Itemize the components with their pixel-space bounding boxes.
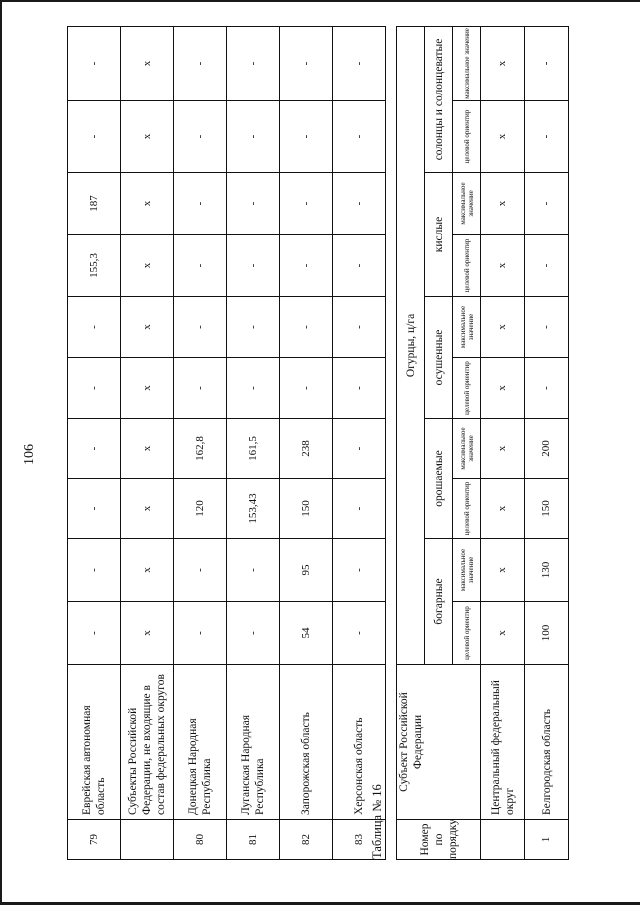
value-cell: х [481, 602, 525, 665]
value-cell: х [121, 235, 174, 297]
header-target: целевой ориентир [453, 235, 481, 297]
value-cell: 155,3 [68, 235, 121, 297]
value-cell: - [525, 173, 569, 235]
value-cell: - [333, 419, 386, 479]
value-cell: - [227, 173, 280, 235]
value-cell: х [481, 101, 525, 173]
value-cell: х [481, 479, 525, 539]
table-row [333, 27, 386, 860]
row-subject: Субъекты Российской Федерации, не входящие в состав федеральных округов [121, 665, 174, 820]
value-cell: - [333, 358, 386, 419]
value-cell: х [121, 297, 174, 358]
value-cell: - [333, 27, 386, 101]
value-cell: - [280, 358, 333, 419]
value-cell: - [227, 602, 280, 665]
value-cell: - [174, 602, 227, 665]
value-cell: 153,43 [227, 479, 280, 539]
header-subject: Субъект Российской Федерации [397, 665, 481, 820]
value-cell: х [121, 27, 174, 101]
value-cell: - [68, 358, 121, 419]
value-cell: 238 [280, 419, 333, 479]
value-cell: - [174, 358, 227, 419]
value-cell: - [174, 539, 227, 602]
row-subject: Центральный федеральный округ [481, 665, 525, 820]
value-cell: - [68, 101, 121, 173]
value-cell: х [121, 419, 174, 479]
value-cell: х [121, 173, 174, 235]
value-cell: - [174, 173, 227, 235]
table-row [68, 27, 121, 860]
value-cell: - [333, 173, 386, 235]
table-row [481, 26, 525, 859]
row-number: 80 [174, 820, 227, 860]
header-max: максимальное значение [453, 297, 481, 358]
value-cell: х [121, 101, 174, 173]
header-number: Номер по порядку [397, 820, 481, 860]
row-number [481, 820, 525, 860]
table-row [174, 27, 227, 860]
row-subject: Донецкая Народная Республика [174, 665, 227, 820]
header-max: максимальное значение [453, 539, 481, 602]
header-category: солонцы и солонцеватые [425, 26, 453, 172]
value-cell: - [280, 235, 333, 297]
value-cell: - [525, 358, 569, 419]
header-max: максимальное значение [453, 419, 481, 479]
value-cell: 130 [525, 539, 569, 602]
value-cell: - [333, 539, 386, 602]
row-number: 83 [333, 820, 386, 860]
value-cell: - [333, 235, 386, 297]
value-cell: х [481, 539, 525, 602]
table-row [280, 27, 333, 860]
header-target: целевой ориентир [453, 602, 481, 665]
value-cell: - [280, 173, 333, 235]
value-cell: х [481, 173, 525, 235]
value-cell: 187 [68, 173, 121, 235]
row-number: 79 [68, 820, 121, 860]
value-cell: - [525, 26, 569, 100]
value-cell: 150 [525, 479, 569, 539]
value-cell: - [227, 358, 280, 419]
table-16 [396, 26, 569, 860]
continued-table [67, 26, 386, 860]
value-cell: - [68, 479, 121, 539]
value-cell: - [280, 27, 333, 101]
value-cell: х [121, 602, 174, 665]
header-target: целевой ориентир [453, 358, 481, 419]
header-max: максимальное значение [453, 26, 481, 100]
value-cell: х [481, 297, 525, 358]
value-cell: 161,5 [227, 419, 280, 479]
header-target: целевой ориентир [453, 479, 481, 539]
value-cell: х [481, 235, 525, 297]
header-group: Огурцы, ц/га [397, 26, 425, 664]
value-cell: - [68, 27, 121, 101]
page-number: 106 [22, 444, 37, 465]
value-cell: - [227, 235, 280, 297]
value-cell: х [121, 539, 174, 602]
header-category: орошаемые [425, 419, 453, 539]
row-number: 81 [227, 820, 280, 860]
value-cell: - [333, 479, 386, 539]
value-cell: - [68, 539, 121, 602]
header-category: кислые [425, 173, 453, 297]
table-row [121, 27, 174, 860]
value-cell: - [280, 101, 333, 173]
value-cell: - [280, 297, 333, 358]
value-cell: - [227, 539, 280, 602]
value-cell: - [333, 101, 386, 173]
value-cell: - [174, 101, 227, 173]
value-cell: 54 [280, 602, 333, 665]
value-cell: - [525, 101, 569, 173]
value-cell: - [68, 297, 121, 358]
table-caption: Таблица № 16 [370, 784, 384, 859]
header-category: осушенные [425, 297, 453, 419]
header-target: целевой ориентир [453, 101, 481, 173]
value-cell: - [227, 101, 280, 173]
value-cell: х [121, 358, 174, 419]
value-cell: - [227, 27, 280, 101]
value-cell: 120 [174, 479, 227, 539]
value-cell: - [525, 297, 569, 358]
row-subject: Херсонская область [333, 665, 386, 820]
table-row [525, 26, 569, 859]
value-cell: 100 [525, 602, 569, 665]
value-cell: х [481, 26, 525, 100]
row-number: 1 [525, 820, 569, 860]
value-cell: - [333, 297, 386, 358]
value-cell: - [174, 297, 227, 358]
value-cell: х [481, 419, 525, 479]
header-max: максимальное значение [453, 173, 481, 235]
value-cell: - [174, 27, 227, 101]
value-cell: - [525, 235, 569, 297]
value-cell: - [68, 419, 121, 479]
table-row [227, 27, 280, 860]
value-cell: - [227, 297, 280, 358]
row-subject: Луганская Народная Республика [227, 665, 280, 820]
value-cell: х [121, 479, 174, 539]
row-subject: Еврейская автономная область [68, 665, 121, 820]
value-cell: - [68, 602, 121, 665]
value-cell: - [174, 235, 227, 297]
value-cell: 150 [280, 479, 333, 539]
value-cell: х [481, 358, 525, 419]
row-number: 82 [280, 820, 333, 860]
row-subject: Белгородская область [525, 665, 569, 820]
row-number [121, 820, 174, 860]
value-cell: 95 [280, 539, 333, 602]
row-subject: Запорожская область [280, 665, 333, 820]
value-cell: 162,8 [174, 419, 227, 479]
value-cell: 200 [525, 419, 569, 479]
header-category: богарные [425, 539, 453, 665]
value-cell: - [333, 602, 386, 665]
